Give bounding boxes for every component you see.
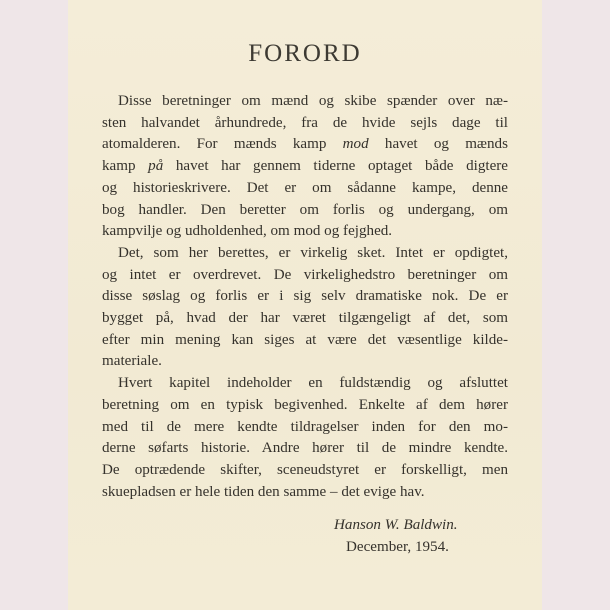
emphasis-paa: på [148, 158, 164, 175]
text-line: efter min mening kan siges at være det væsentlige kilde- [102, 331, 508, 348]
text-line: materiale. [102, 353, 162, 370]
text-line [102, 156, 508, 178]
text-line: Det, som her berettes, er virkelig sket. Intet er opdigtet, [118, 244, 508, 261]
text-line: skuepladsen er hele tiden den samme – det evige hav. [102, 483, 425, 500]
foreword-body [102, 91, 508, 503]
text-line: De optrædende skifter, sceneudstyret er forskelligt, men [102, 461, 508, 478]
text-line [102, 134, 508, 156]
text-line: derne søfarts historie. Andre hører til de mindre kendte. [102, 440, 508, 457]
text-line: beretning om en typisk begivenhed. Enkelte af dem hører [102, 396, 508, 413]
text-line: bog handler. Den beretter om forlis og undergang, om [102, 201, 508, 218]
text-run: atomalderen. For mænds kamp [102, 136, 343, 153]
signature-date: December, 1954. [346, 539, 449, 555]
text-line: og intet er overdrevet. De virkelighedstro beretninger om [102, 266, 508, 283]
text-line: kampvilje og udholdenhed, om mod og fejghed. [102, 223, 393, 240]
text-line: og historieskrivere. Det er om sådanne kampe, denne [102, 179, 508, 196]
text-line: Disse beretninger om mænd og skibe spænder over næ- [118, 93, 508, 109]
text-line: med til de mere kendte tildragelser inden for den mo- [102, 418, 508, 435]
text-run: kamp [102, 158, 149, 175]
text-line: sten halvandet århundrede, fra de hvide sejls dage til [102, 114, 508, 131]
text-line: disse søslag og forlis er i sig selv dramatiske nok. De er [102, 288, 508, 305]
text-run: havet og mænds [368, 136, 508, 153]
emphasis-mod: mod [342, 136, 369, 153]
text-line: bygget på, hvad der har været tilgængeligt af det, som [102, 310, 508, 327]
text-line: Hvert kapitel indeholder en fuldstændig og afsluttet [118, 375, 508, 392]
text-run: havet har gennem tiderne optaget både digtere [163, 158, 508, 175]
author-name: Hanson W. Baldwin. [334, 517, 458, 533]
book-page [68, 0, 542, 610]
page-title: FORORD [248, 40, 362, 67]
